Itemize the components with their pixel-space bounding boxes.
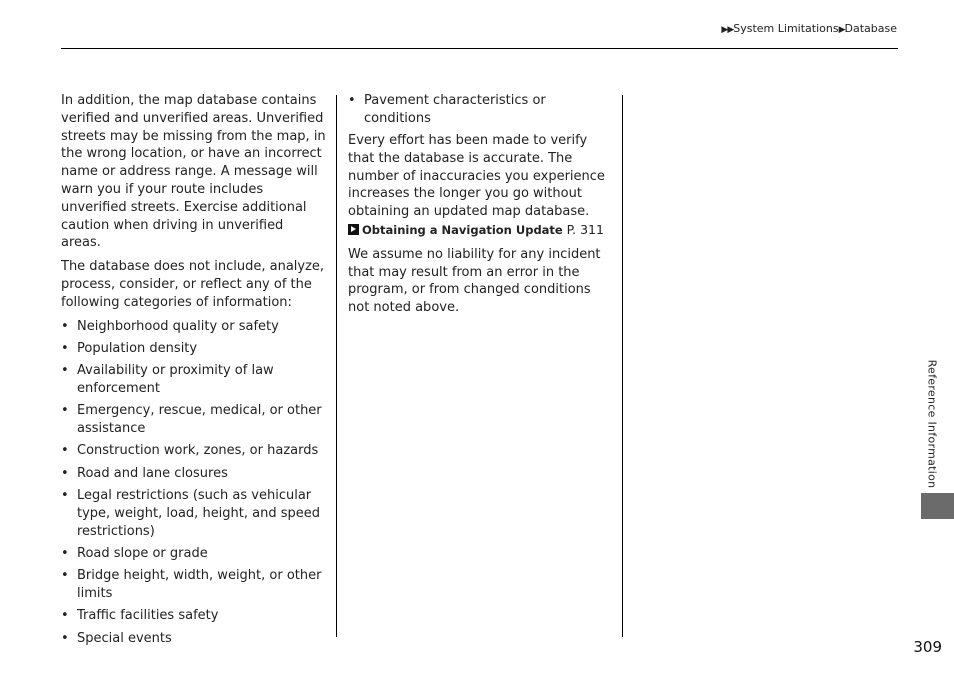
cross-reference-page[interactable]: P. 311	[566, 222, 604, 238]
list-item: • Pavement characteristics or conditions	[348, 93, 546, 126]
bullet-icon: •	[61, 487, 69, 503]
section-tab[interactable]	[921, 493, 954, 519]
bullet-icon: •	[61, 608, 69, 624]
excluded-categories-list	[61, 318, 327, 648]
bullet-icon: •	[61, 630, 69, 646]
bullet-icon: •	[61, 318, 69, 334]
breadcrumb-item-system-limitations[interactable]: System Limitations	[733, 22, 839, 35]
page-number: 309	[913, 638, 942, 656]
breadcrumb-arrow-icon: ▶▶	[721, 25, 734, 35]
list-item: • Construction work, zones, or hazards	[61, 443, 319, 459]
cross-reference-arrow-icon	[348, 224, 359, 235]
list-item: • Population density	[61, 340, 198, 356]
section-label: Reference Information	[925, 359, 939, 489]
bullet-icon: •	[61, 443, 69, 459]
list-item: • Legal restrictions (such as vehicular type, weight, load, height, and speed restrictions)	[61, 487, 321, 539]
bullet-icon: •	[348, 93, 356, 108]
list-item: • Special events	[61, 630, 172, 646]
excluded-categories-list-continued	[348, 92, 614, 128]
header-rule	[61, 48, 898, 49]
bullet-icon: •	[61, 340, 69, 356]
column-middle	[348, 92, 614, 323]
list-item: • Road and lane closures	[61, 465, 228, 481]
cross-reference-link[interactable]	[348, 221, 614, 240]
bullet-icon: •	[61, 403, 69, 419]
bullet-icon: •	[61, 545, 69, 561]
column-divider-left	[336, 95, 337, 637]
breadcrumb-separator-icon: ▶	[838, 25, 845, 35]
breadcrumb-item-database: Database	[844, 22, 897, 35]
breadcrumb	[721, 22, 897, 35]
list-item: • Bridge height, width, weight, or other limits	[61, 568, 322, 601]
list-item: • Traffic facilities safety	[61, 608, 219, 624]
list-item: • Availability or proximity of law enforcement	[61, 363, 274, 396]
column-divider-right	[622, 95, 623, 637]
list-item: • Emergency, rescue, medical, or other assistance	[61, 403, 322, 437]
bullet-icon: •	[61, 568, 69, 584]
list-item: • Neighborhood quality or safety	[61, 318, 279, 334]
paragraph-unverified-areas: In addition, the map database contains verified and unverified areas. Unverified streets may be missing from the map, in the wrong location, or have an incorrect name or address range. A message will warn you if your route includes unverified streets. Exercise additional caution when driving in unverified areas.	[61, 93, 326, 251]
bullet-icon: •	[61, 465, 69, 481]
paragraph-liability: We assume no liability for any incident that may result from an error in the program, or from changed conditions not noted above.	[348, 246, 601, 316]
paragraph-accuracy: Every effort has been made to verify that the database is accurate. The number of inaccuracies you experience increases the longer you go without obtaining an updated map database.	[348, 133, 605, 220]
column-left	[61, 92, 327, 652]
cross-reference-title[interactable]: Obtaining a Navigation Update	[362, 223, 563, 238]
bullet-icon: •	[61, 363, 69, 379]
list-item: • Road slope or grade	[61, 545, 208, 561]
paragraph-excluded-categories: The database does not include, analyze, process, consider, or reflect any of the following categories of information:	[61, 259, 325, 310]
